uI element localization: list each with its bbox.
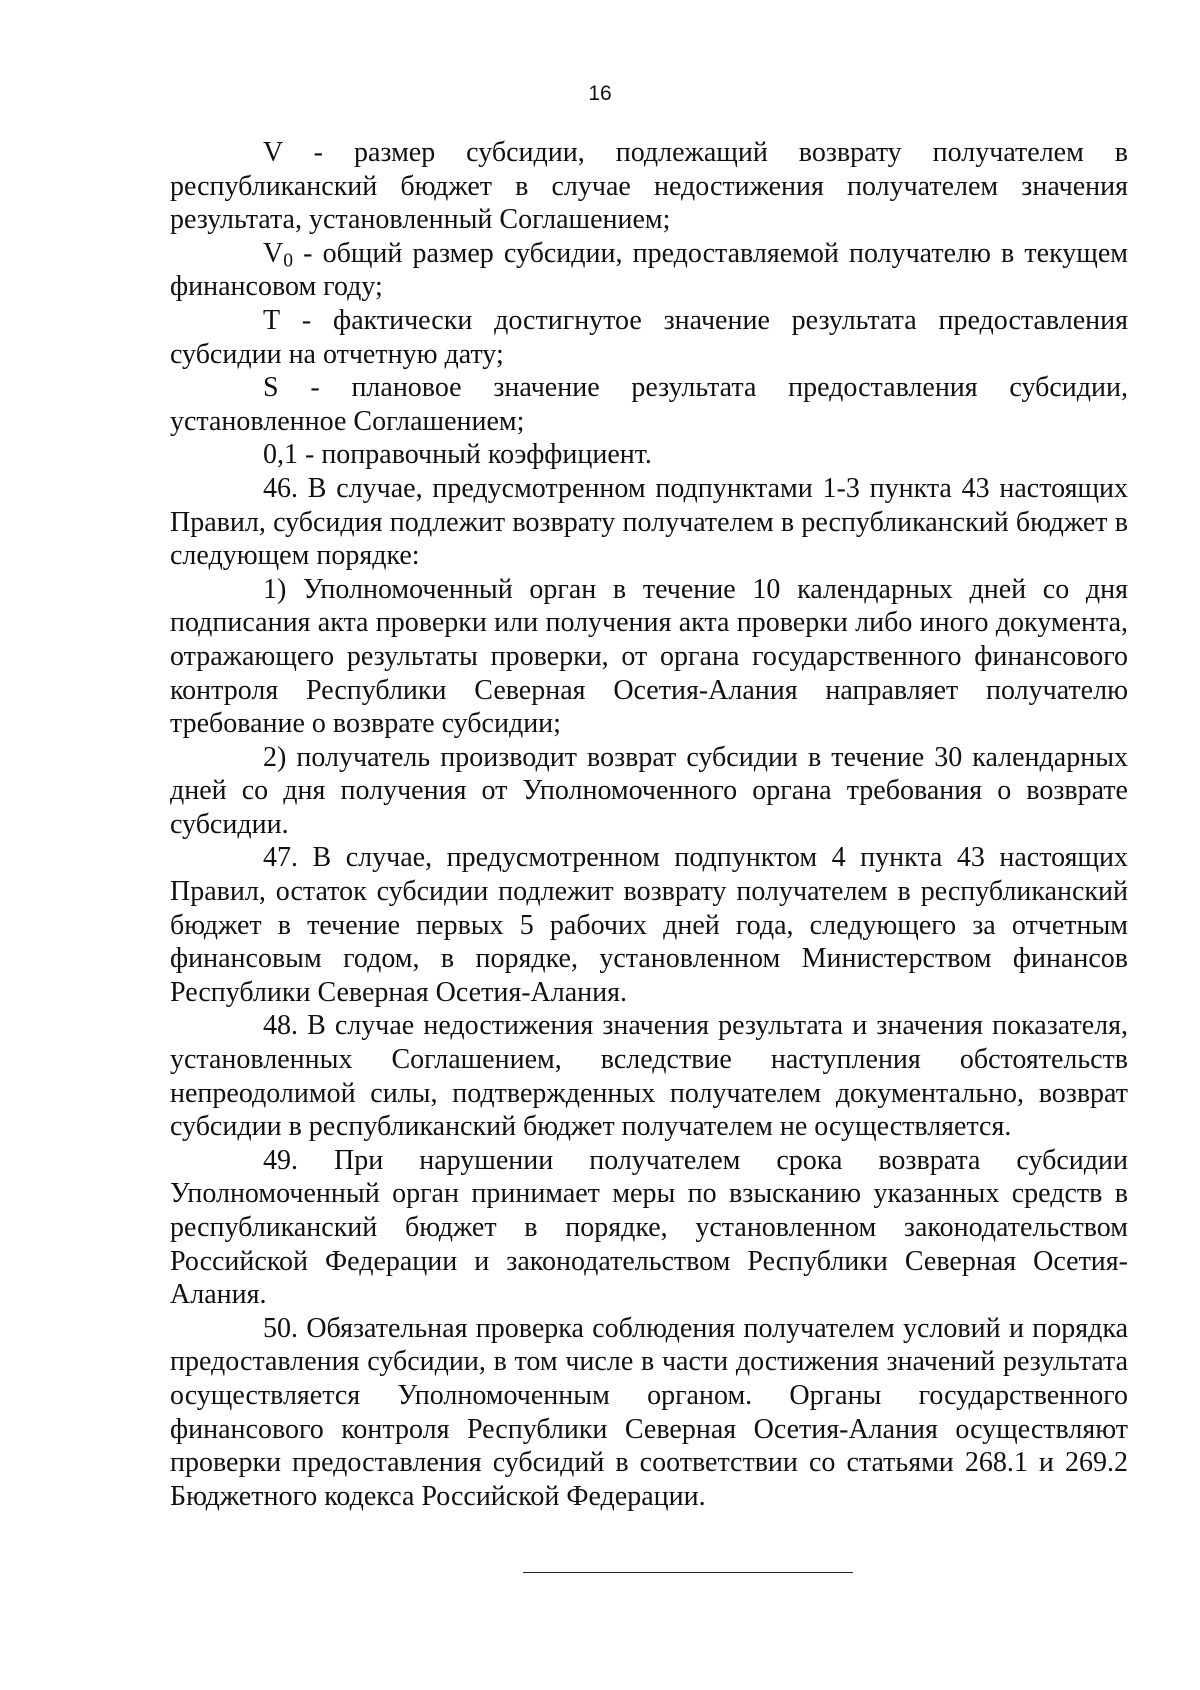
definition-s bbox=[170, 371, 1128, 438]
definition-text: - общий размер субсидии, предоставляемой получателю в текущем финансовом году; bbox=[170, 237, 1128, 303]
definition-text: - размер субсидии, подлежащий возврату получателем в республиканский бюджет в случае недостижения получателем значения результата, установленный Соглашением; bbox=[170, 137, 1128, 236]
paragraph-49: 49. При нарушении получателем срока возврата субсидии Уполномоченный орган принимает меры по взысканию указанных средств в республиканский бюджет в порядке, установленном законодательством Российской Федерации и законодательством Республики Северная Осетия-Алания. bbox=[170, 1144, 1128, 1311]
document-body bbox=[170, 136, 1128, 1513]
subparagraph-46-1: 1) Уполномоченный орган в течение 10 календарных дней со дня подписания акта проверки или получения акта проверки либо иного документа, отражающего результаты проверки, от органа государственного финансового контроля Республики Северная Осетия-Алания направляет получателю требование о возврате субсидии; bbox=[170, 573, 1128, 740]
definition-symbol: S bbox=[263, 372, 279, 404]
paragraph-50: 50. Обязательная проверка соблюдения получателем условий и порядка предоставления субсидии, в том числе в части достижения значений результата осуществляется Уполномоченным органом. Органы государственного финансового контроля Республики Северная Осетия-Алания осуществляют проверки предоставления субсидий в соответствии со статьями 268.1 и 269.2 Бюджетного кодекса Российской Федерации. bbox=[170, 1312, 1128, 1512]
definition-symbol: Т bbox=[263, 304, 281, 336]
definition-symbol: 0,1 bbox=[263, 439, 298, 471]
paragraph-46: 46. В случае, предусмотренном подпунктами 1-3 пункта 43 настоящих Правил, субсидия подлежит возврату получателем в республиканский бюджет в следующем порядке: bbox=[170, 472, 1128, 572]
paragraph-48: 48. В случае недостижения значения результата и значения показателя, установленных Соглашением, вследствие наступления обстоятельств непреодолимой силы, подтвержденных получателем документально, возврат субсидии в республиканский бюджет получателем не осуществляется. bbox=[170, 1010, 1128, 1143]
definition-v bbox=[170, 136, 1128, 237]
definition-v0 bbox=[170, 237, 1128, 304]
paragraph-47: 47. В случае, предусмотренном подпунктом 4 пункта 43 настоящих Правил, остаток субсидии подлежит возврату получателем в республиканский бюджет в течение первых 5 рабочих дней года, следующего за отчетным финансовым годом, в порядке, установленном Министерством финансов Республики Северная Осетия-Алания. bbox=[170, 842, 1128, 1008]
definition-symbol: V bbox=[263, 237, 284, 269]
definition-text: - поправочный коэффициент. bbox=[298, 439, 652, 471]
definition-text: - фактически достигнутое значение результата предоставления субсидии на отчетную дату; bbox=[170, 304, 1128, 370]
end-of-document-rule bbox=[523, 1572, 853, 1573]
definition-text: - плановое значение результата предоставления субсидии, установленное Соглашением; bbox=[170, 372, 1128, 437]
subparagraph-46-2: 2) получатель производит возврат субсидии в течение 30 календарных дней со дня получения от Уполномоченного органа требования о возврате субсидии. bbox=[170, 741, 1128, 840]
definition-coefficient bbox=[170, 438, 1128, 472]
page-number: 16 bbox=[588, 82, 612, 105]
definition-symbol: V bbox=[263, 137, 283, 168]
definition-t bbox=[170, 304, 1128, 371]
definition-subscript: 0 bbox=[283, 250, 294, 272]
